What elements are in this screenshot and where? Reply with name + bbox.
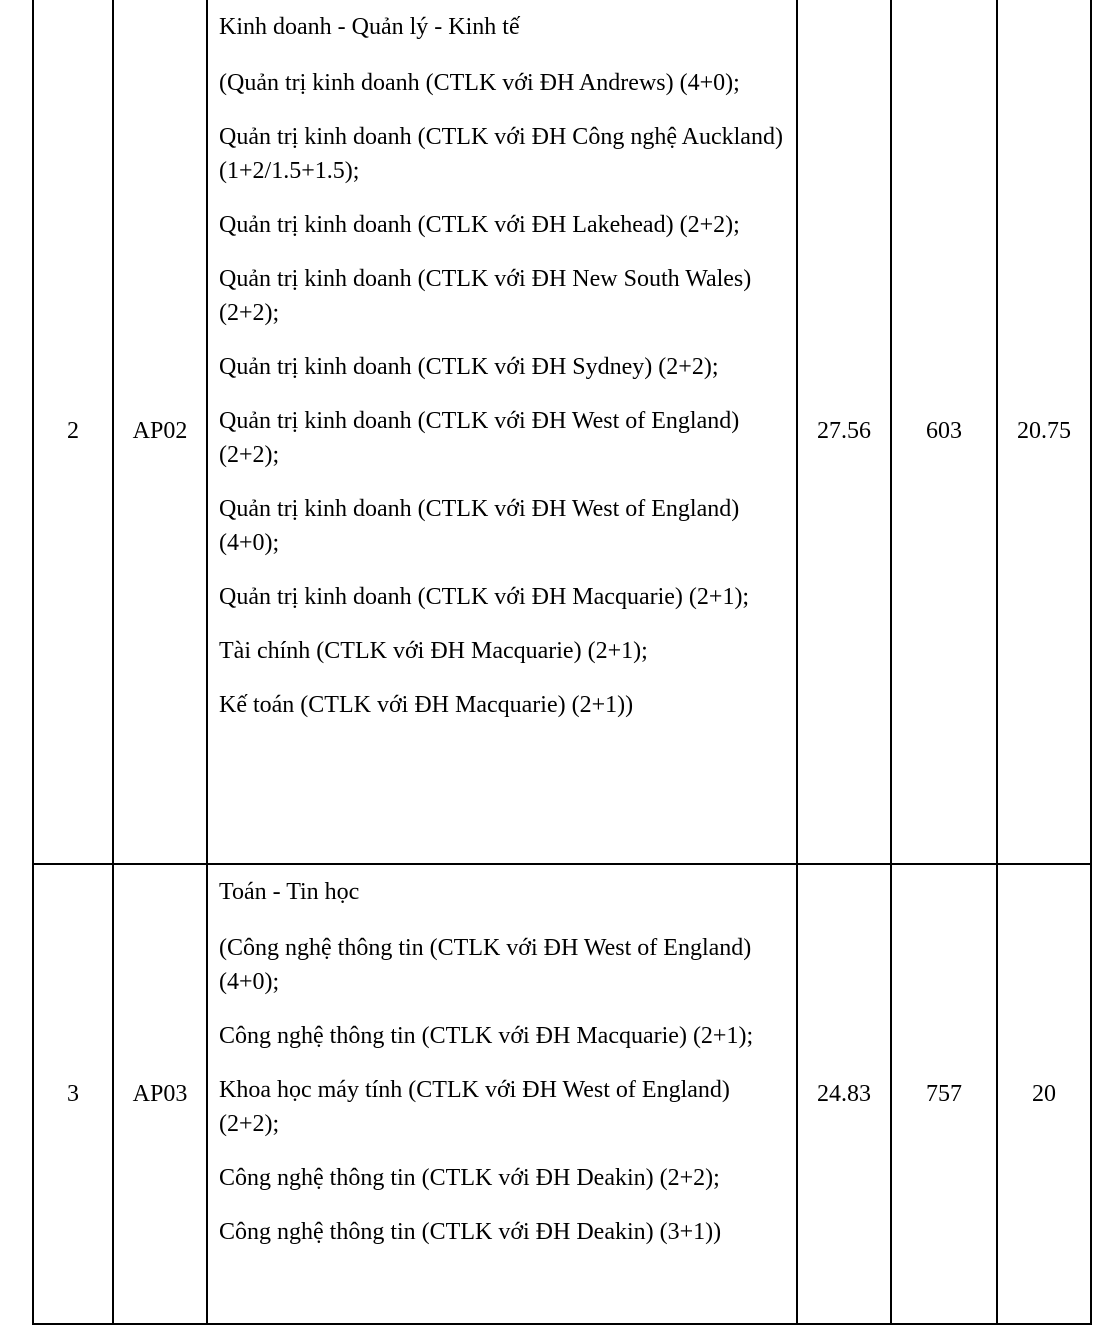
program-item: Công nghệ thông tin (CTLK với ĐH Deakin) (2+2); [219, 1165, 720, 1191]
stt-cell: 3 [33, 864, 113, 1324]
program-item: Tài chính (CTLK với ĐH Macquarie) (2+1); [219, 638, 648, 664]
code-cell: AP02 [113, 0, 207, 864]
program-item: (Công nghệ thông tin (CTLK với ĐH West of England) (4+0); [219, 935, 752, 995]
programs-cell [207, 864, 797, 1324]
score-2-cell: 757 [891, 864, 997, 1324]
score-2-cell: 603 [891, 0, 997, 864]
program-item: Công nghệ thông tin (CTLK với ĐH Macquarie) (2+1); [219, 1023, 754, 1049]
admissions-table [32, 0, 1092, 1325]
program-item: Khoa học máy tính (CTLK với ĐH West of England) (2+2); [219, 1077, 730, 1137]
stt-cell: 2 [33, 0, 113, 864]
table-row [33, 0, 1091, 864]
program-item: Quản trị kinh doanh (CTLK với ĐH Lakehead) (2+2); [219, 212, 740, 238]
score-3-cell: 20.75 [997, 0, 1091, 864]
program-item: Quản trị kinh doanh (CTLK với ĐH Sydney) (2+2); [219, 354, 719, 380]
program-group-title: Toán - Tin học [219, 879, 360, 905]
program-group-title: Kinh doanh - Quản lý - Kinh tế [219, 14, 520, 40]
program-item: Quản trị kinh doanh (CTLK với ĐH New South Wales) (2+2); [219, 266, 752, 326]
program-item: Công nghệ thông tin (CTLK với ĐH Deakin) (3+1)) [219, 1219, 722, 1245]
score-1-cell: 27.56 [797, 0, 891, 864]
score-3-cell: 20 [997, 864, 1091, 1324]
score-1-cell: 24.83 [797, 864, 891, 1324]
program-item: (Quản trị kinh doanh (CTLK với ĐH Andrews) (4+0); [219, 70, 740, 96]
table-row [33, 864, 1091, 1324]
program-item: Quản trị kinh doanh (CTLK với ĐH Macquarie) (2+1); [219, 584, 750, 610]
program-item: Quản trị kinh doanh (CTLK với ĐH West of England) (2+2); [219, 408, 740, 468]
code-cell: AP03 [113, 864, 207, 1324]
program-item: Kế toán (CTLK với ĐH Macquarie) (2+1)) [219, 692, 634, 718]
programs-cell [207, 0, 797, 864]
program-item: Quản trị kinh doanh (CTLK với ĐH Công nghệ Auckland) (1+2/1.5+1.5); [219, 124, 783, 184]
program-item: Quản trị kinh doanh (CTLK với ĐH West of England) (4+0); [219, 496, 740, 556]
